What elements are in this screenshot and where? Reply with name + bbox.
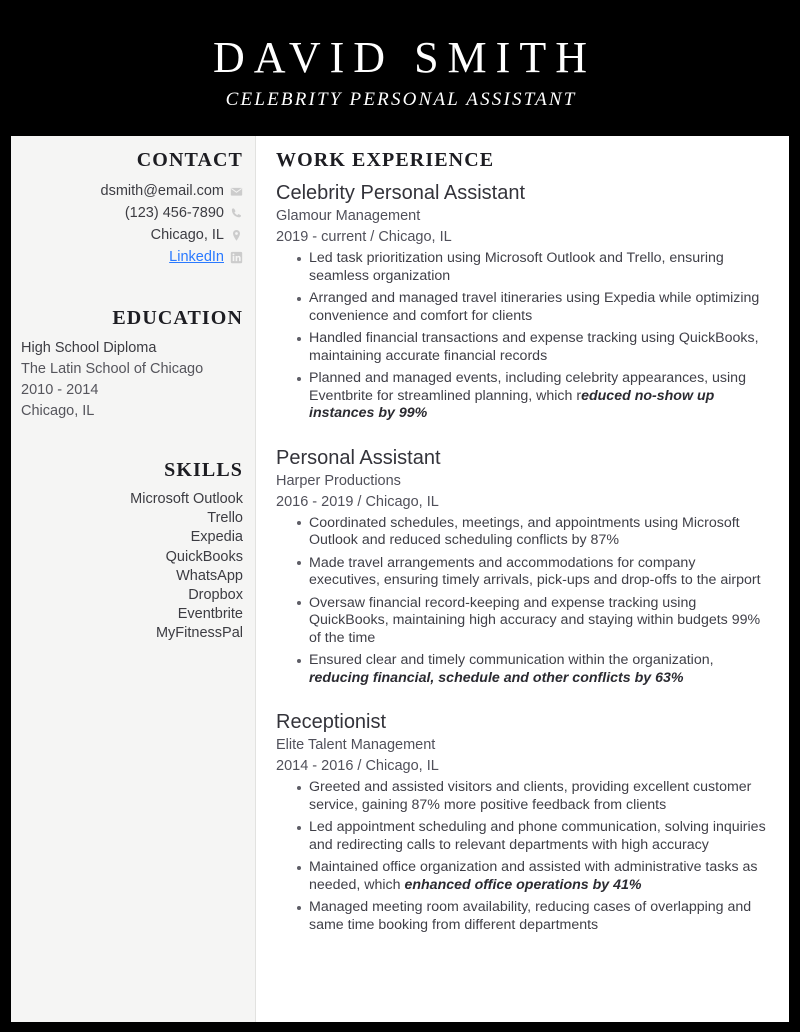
job-location: Chicago, IL (378, 229, 452, 245)
envelope-icon (230, 185, 243, 198)
resume-body (11, 136, 789, 1022)
list-item: Eventbrite (177, 606, 243, 623)
contact-item-phone (21, 202, 243, 224)
contact-location-text: Chicago, IL (150, 227, 224, 243)
list-item: MyFitnessPal (155, 625, 243, 642)
contact-email-text: dsmith@email.com (100, 183, 224, 199)
list-item: Led appointment scheduling and phone communication, solving inquiries and redirecting calls to relevant departments with high accuracy (276, 819, 767, 854)
list-item: Oversaw financial record-keeping and expense tracking using QuickBooks, maintaining high accuracy and staying within budgets 99% of the time (276, 595, 767, 648)
skills-list (21, 490, 243, 644)
sidebar-spacer-skills (21, 422, 243, 458)
job-location: Chicago, IL (365, 758, 439, 774)
list-item: Led task prioritization using Microsoft Outlook and Trello, ensuring seamless organization (276, 250, 767, 285)
education-degree: High School Diploma (21, 340, 157, 356)
contact-item-linkedin[interactable] (21, 246, 243, 268)
work-experience-heading: WORK EXPERIENCE (276, 149, 495, 171)
job-entry (276, 709, 767, 934)
list-item: Handled financial transactions and expense tracking using QuickBooks, maintaining accurate financial records (276, 330, 767, 365)
job-meta-separator: / (357, 493, 362, 510)
job-bullets (276, 515, 767, 688)
skills-heading: SKILLS (164, 459, 243, 481)
resume-header (0, 0, 800, 136)
education-dates: 2010 - 2014 (21, 382, 99, 398)
linkedin-icon[interactable] (230, 251, 243, 264)
list-item: Maintained office organization and assisted with administrative tasks as needed, which enhanced office operations by 41% (276, 859, 767, 894)
job-title: Celebrity Personal Assistant (276, 182, 526, 204)
job-spacer (276, 692, 767, 709)
page-title: DAVID SMITH (213, 33, 596, 82)
education-block (21, 338, 243, 422)
job-entry (276, 180, 767, 423)
linkedin-link[interactable]: LinkedIn (169, 249, 224, 265)
job-location: Chicago, IL (365, 493, 439, 510)
education-location: Chicago, IL (21, 403, 95, 419)
job-title: Receptionist (276, 711, 387, 733)
list-item: Greeted and assisted visitors and clients, providing excellent customer service, gaining 87% more positive feedback from clients (276, 779, 767, 814)
contact-item-location (21, 224, 243, 246)
job-company: Harper Productions (276, 472, 401, 489)
location-pin-icon (230, 229, 243, 242)
job-meta-separator: / (370, 229, 375, 245)
job-dates: 2014 - 2016 (276, 758, 354, 774)
job-spacer (276, 428, 767, 445)
list-item: WhatsApp (176, 567, 243, 584)
job-company: Glamour Management (276, 208, 421, 224)
list-item: Ensured clear and timely communication within the organization, reducing financial, schedule and other conflicts by 63% (276, 652, 767, 687)
main-content (257, 136, 789, 1022)
job-company: Elite Talent Management (276, 737, 436, 753)
header-subtitle: CELEBRITY PERSONAL ASSISTANT (225, 89, 577, 110)
phone-icon (230, 207, 243, 220)
job-title: Personal Assistant (276, 446, 441, 469)
list-item: Made travel arrangements and accommodations for company executives, ensuring timely arrivals, pick-ups and drop-offs to the airport (276, 555, 767, 590)
job-meta (276, 492, 767, 513)
contact-list (21, 180, 243, 268)
job-dates: 2019 - current (276, 229, 367, 245)
job-meta (276, 756, 767, 777)
job-meta (276, 227, 767, 248)
contact-heading: CONTACT (136, 149, 243, 171)
sidebar (11, 136, 256, 1022)
education-school: The Latin School of Chicago (21, 361, 204, 377)
list-item: Expedia (190, 529, 243, 546)
list-item: Managed meeting room availability, reducing cases of overlapping and same time booking from different departments (276, 899, 767, 934)
list-item: QuickBooks (165, 548, 243, 565)
list-item: Planned and managed events, including celebrity appearances, using Eventbrite for streamlined planning, which reduced no-show up instances by 99% (276, 370, 767, 423)
job-entry (276, 445, 767, 688)
list-item: Trello (207, 510, 243, 527)
job-dates: 2016 - 2019 (276, 493, 354, 510)
job-bullets (276, 779, 767, 934)
list-item: Coordinated schedules, meetings, and appointments using Microsoft Outlook and reduced scheduling conflicts by 87% (276, 515, 767, 550)
list-item: Dropbox (188, 587, 243, 604)
list-item: Microsoft Outlook (130, 491, 243, 507)
education-heading: EDUCATION (112, 307, 243, 329)
contact-phone-text: (123) 456-7890 (124, 205, 224, 221)
job-bullets (276, 250, 767, 423)
sidebar-spacer-education (21, 268, 243, 306)
list-item: Arranged and managed travel itineraries using Expedia while optimizing convenience and comfort for clients (276, 290, 767, 325)
job-meta-separator: / (357, 758, 362, 774)
contact-item-email (21, 180, 243, 202)
